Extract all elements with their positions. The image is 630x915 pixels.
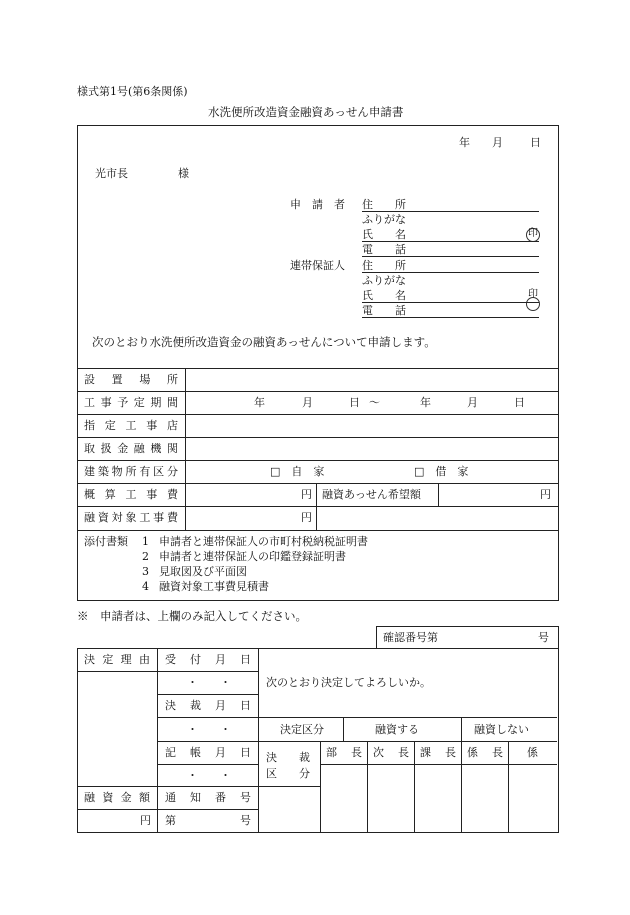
cost-yen: 円 (301, 488, 312, 501)
period-year-1: 年 (254, 396, 265, 409)
guarantor-address-label: 住 所 (362, 259, 406, 272)
period-month-1: 月 (302, 396, 313, 409)
decision-reason-label: 決 定 理 由 (84, 653, 150, 666)
header-day: 日 (530, 136, 541, 149)
confirm-number-go: 号 (538, 631, 549, 644)
applicant-note: ※ 申請者は、上欄のみ記入してください。 (77, 609, 307, 623)
decision-proposal: 次のとおり決定してよろしいか。 (266, 676, 431, 689)
applicant-seal: 印 (528, 228, 538, 239)
jicho-label: 次 長 (373, 746, 409, 759)
guarantor-name-label: 氏 名 (362, 289, 406, 302)
label-period: 工 事 予 定 期 間 (84, 396, 178, 409)
period-day-1: 日 (349, 396, 360, 409)
record-date-dots: ・ ・ (187, 769, 231, 782)
received-date-label: 受 付 月 日 (165, 653, 251, 666)
kubun-label: 区 分 (266, 767, 310, 780)
attachment-text-4: 融資対象工事費見積書 (159, 580, 269, 593)
attachment-no-4: 4 (142, 580, 149, 593)
attachments-label: 添付書類 (84, 535, 128, 548)
period-year-2: 年 (420, 396, 431, 409)
loan-amount-label: 融 資 金 額 (84, 791, 150, 804)
header-month: 月 (492, 136, 503, 149)
applicant-phone-label: 電 話 (362, 243, 406, 256)
bucho-label: 部 長 (326, 746, 362, 759)
kacho-label: 課 長 (420, 746, 456, 759)
loan-amount-yen: 円 (140, 814, 151, 827)
sama-honorific: 様 (178, 167, 189, 180)
period-tilde: 〜 (369, 396, 380, 409)
attachment-no-1: 1 (142, 535, 149, 548)
attachment-text-3: 見取図及び平面図 (159, 565, 247, 578)
record-date-label: 記 帳 月 日 (165, 746, 251, 759)
label-site: 設 置 場 所 (84, 373, 178, 386)
approval-date-label: 決 裁 月 日 (165, 699, 251, 712)
kakari-label: 係 (527, 746, 538, 759)
loan-request-yen: 円 (540, 488, 551, 501)
label-contractor: 指 定 工 事 店 (84, 419, 178, 432)
applicant-address-label: 住 所 (362, 198, 406, 211)
notice-number-label: 通 知 番 号 (165, 791, 251, 804)
label-bank: 取 扱 金 融 機 関 (84, 442, 178, 455)
guarantor-seal-circle-icon (526, 297, 540, 311)
received-date-dots: ・ ・ (187, 676, 231, 689)
kessai-label: 決 裁 (266, 751, 310, 764)
guarantor-seal: 印 (528, 289, 538, 300)
mayor-addressee: 光市長 (95, 167, 128, 180)
ownership-rent-checkbox[interactable]: □ 借 家 (414, 465, 469, 478)
ownership-own-checkbox[interactable]: □ 自 家 (270, 465, 325, 478)
applicant-furigana-label: ふりがな (362, 213, 406, 226)
guarantor-label: 連帯保証人 (290, 259, 345, 272)
loan-yes-option[interactable]: 融資する (375, 723, 419, 736)
form-number: 様式第1号(第6条関係) (77, 85, 188, 98)
guarantor-phone-label: 電 話 (362, 304, 406, 317)
header-year: 年 (459, 136, 470, 149)
attachment-text-1: 申請者と連帯保証人の市町村税納税証明書 (159, 535, 368, 548)
notice-go: 号 (240, 814, 251, 827)
period-day-2: 日 (514, 396, 525, 409)
label-ownership: 建 築 物 所 有 区 分 (84, 465, 178, 478)
approval-date-dots: ・ ・ (187, 723, 231, 736)
attachment-no-2: 2 (142, 550, 149, 563)
attachment-text-2: 申請者と連帯保証人の印鑑登録証明書 (159, 550, 346, 563)
decision-type-label: 決定区分 (280, 723, 324, 736)
target-cost-yen: 円 (301, 511, 312, 524)
attachment-no-3: 3 (142, 565, 149, 578)
label-target-cost: 融 資 対 象 工 事 費 (84, 511, 178, 524)
document-title: 水洗便所改造資金融資あっせん申請書 (208, 105, 404, 119)
label-cost: 概 算 工 事 費 (84, 488, 178, 501)
loan-no-option[interactable]: 融資しない (474, 723, 529, 736)
guarantor-furigana-label: ふりがな (362, 274, 406, 287)
application-statement: 次のとおり水洗便所改造資金の融資あっせんについて申請します。 (92, 335, 436, 349)
applicant-label: 申 請 者 (290, 198, 345, 211)
notice-dai: 第 (165, 814, 176, 827)
confirm-number-label: 確認番号第 (383, 631, 438, 644)
kakaricho-label: 係 長 (467, 746, 503, 759)
period-month-2: 月 (467, 396, 478, 409)
loan-request-label: 融資あっせん希望額 (322, 488, 421, 501)
applicant-name-label: 氏 名 (362, 228, 406, 241)
